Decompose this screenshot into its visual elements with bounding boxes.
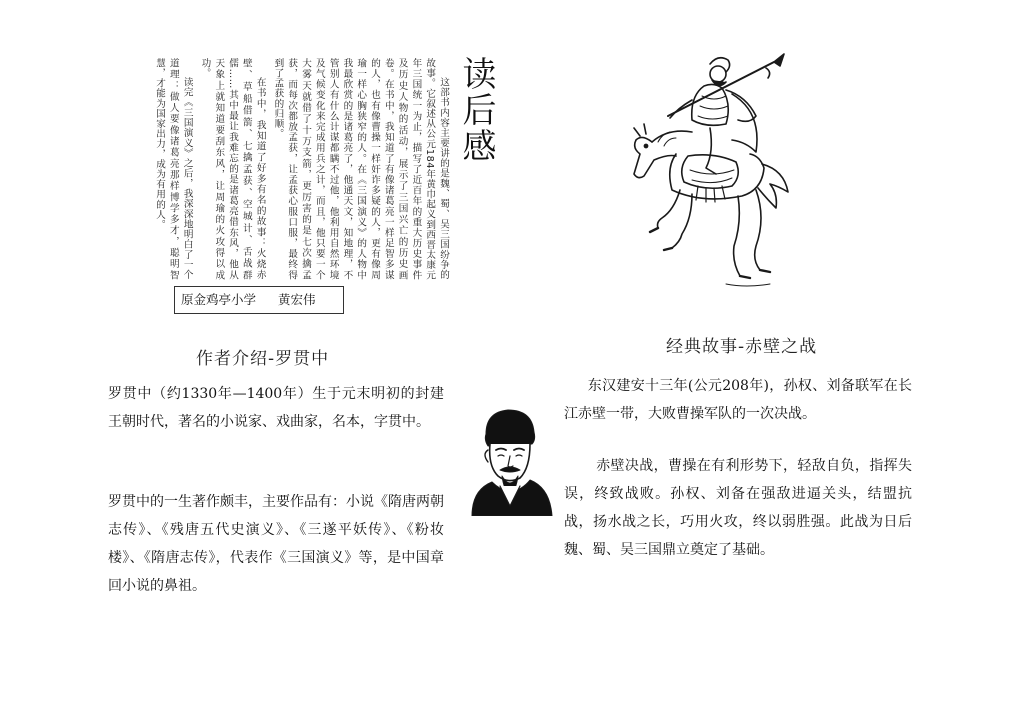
page-title: 读后感 bbox=[456, 56, 496, 164]
mounted-warrior-illustration bbox=[606, 46, 802, 302]
author-works-paragraph: 罗贯中的一生著作颇丰，主要作品有：小说《隋唐两朝志传》、《残唐五代史演义》、《三遂平妖传》、《粉妆楼》、《隋唐志传》，代表作《三国演义》等，是中国章回小说的鼻祖。 bbox=[108, 494, 444, 594]
author-credit-box bbox=[174, 286, 344, 314]
student-name: 黄宏伟 bbox=[278, 292, 316, 307]
school-name: 原金鸡亭小学 bbox=[181, 292, 257, 307]
reading-notes-paragraph: 这部书内容主要讲的是魏、蜀、吴三国纷争的故事。它叙述从公元184年黄巾起义到西晋太康元年三国统一为止，描写了近百年的重大历史事件及历史人物的活动，展示了三国兴亡的历史画卷。在书中，我知道了有像诸葛亮一样足智多谋的人，也有像曹操一样奸诈多疑的人，更有像周瑜一样心胸狭窄的人。在《三国演义》的人物中我最欣赏的是诸葛亮了，他通天文，知地理，不管别人有什么计谋都瞒不过他，他利用自然环境及气候变化来完成用兵之计，而且，他只要一个大雾天就借了十万支箭，更厉害的是七次擒孟获，而每次都放孟获，让孟获心服口服，最终得到了孟获的归顺。 bbox=[272, 58, 449, 280]
story-paragraph-1: 东汉建安十三年(公元208年)，孙权、刘备联军在长江赤壁一带，大败曹操军队的一次决战。 bbox=[564, 378, 912, 422]
reading-notes-paragraph: 读完《三国演义》之后，我深深地明白了一个道理：做人要像诸葛亮那样博学多才，聪明智慧，才能为国家出力，成为有用的人。 bbox=[154, 58, 193, 280]
author-section-heading: 作者介绍-罗贯中 bbox=[196, 349, 330, 369]
story-paragraph-2: 赤壁决战，曹操在有利形势下，轻敌自负，指挥失误，终致战败。孙权、刘备在强敌进逼关头，结盟抗战，扬水战之长，巧用火攻，终以弱胜强。此战为日后魏、蜀、吴三国鼎立奠定了基础。 bbox=[564, 458, 912, 558]
reading-notes-vertical-text bbox=[118, 58, 450, 280]
reading-notes-paragraph: 在书中，我知道了好多有名的故事：火烧赤壁、草船借箭、七擒孟获、空城计、舌战群儒……其中最让我难忘的是诸葛亮借东风，他从天象上就知道要刮东风，让周瑜的火攻得以成功。 bbox=[199, 58, 266, 280]
story-section-heading: 经典故事-赤壁之战 bbox=[666, 337, 818, 357]
author-bio-paragraph: 罗贯中（约1330年—1400年）生于元末明初的封建王朝时代，著名的小说家、戏曲家，名本，字贯中。 bbox=[108, 386, 444, 430]
luo-guanzhong-portrait bbox=[462, 404, 556, 516]
